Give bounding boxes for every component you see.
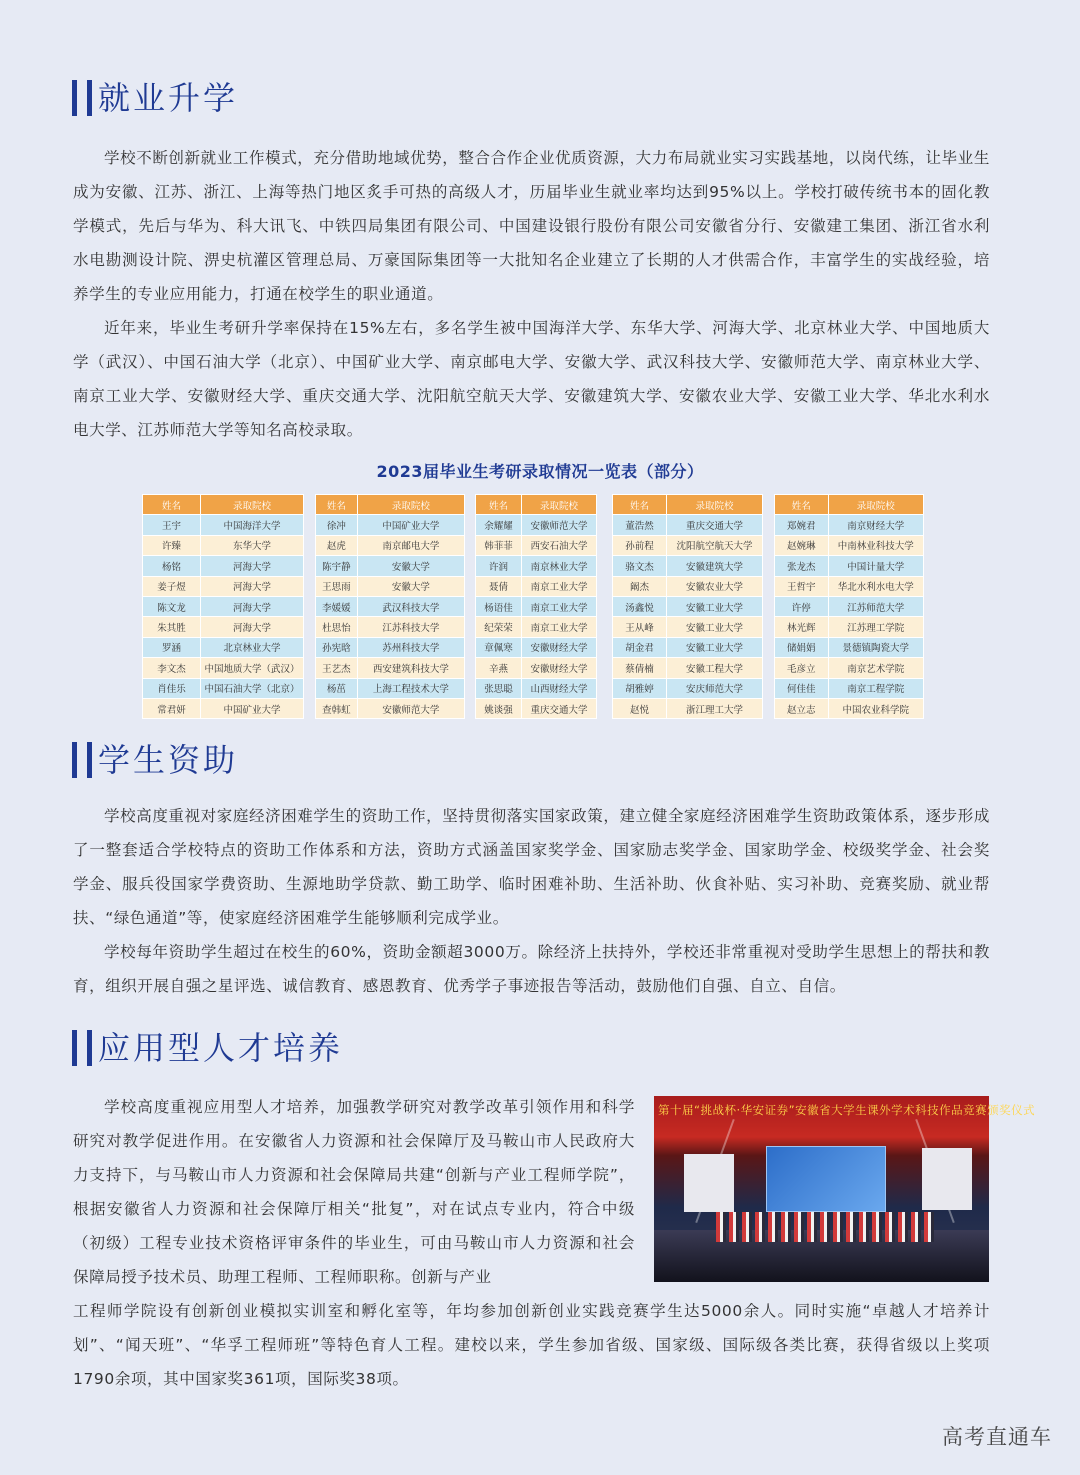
admitted-school: 江苏理工学院 [828,617,923,637]
section-heading-talent [72,1030,343,1066]
table-row [143,637,304,657]
student-name: 查韩虹 [316,698,358,718]
employment-text [73,141,990,447]
admitted-school: 安徽工程大学 [667,658,763,678]
award-winners [716,1212,936,1242]
employment-paragraph-1: 学校不断创新就业工作模式，充分借助地域优势，整合合作企业优质资源，大力布局就业实习实践基地，以岗代练，让毕业生成为安徽、江苏、浙江、上海等热门地区炙手可热的高级人才，历届毕业生就业率均达到95%以上。学校打破传统书本的固化教学模式，先后与华为、科大讯飞、中铁四局集团有限公司、中国建设银行股份有限公司安徽省分行、安徽建工集团、浙江省水利水电勘测设计院、淠史杭灌区管理总局、万豪国际集团等一大批知名企业建立了长期的人才供需合作，丰富学生的实战经验，培养学生的专业应用能力，打通在校学生的职业通道。 [73,149,990,303]
aid-text [73,799,990,1003]
admitted-school: 南京工业大学 [521,596,596,616]
table-row [775,515,924,535]
table-row [476,556,597,576]
employment-paragraph-2: 近年来，毕业生考研升学率保持在15%左右，多名学生被中国海洋大学、东华大学、河海大学、北京林业大学、中国地质大学（武汉）、中国石油大学（北京）、中国矿业大学、南京邮电大学、安徽大学、武汉科技大学、安徽师范大学、南京林业大学、南京工业大学、安徽财经大学、重庆交通大学、沈阳航空航天大学、安徽建筑大学、安徽农业大学、安徽工业大学、华北水利水电大学、江苏师范大学等知名高校录取。 [73,319,990,439]
student-name: 蔡倩楠 [613,658,667,678]
section-title: 就业升学 [98,79,239,117]
admitted-school: 南京艺术学院 [828,658,923,678]
aid-paragraph-2: 学校每年资助学生超过在校生的60%，资助金额超3000万。除经济上扶持外，学校还非常重视对受助学生思想上的帮扶和教育，组织开展自强之星评选、诚信教育、感恩教育、优秀学子事迹报告等活动，鼓励他们自强、自立、自信。 [73,943,990,995]
table-row [775,698,924,718]
student-name: 毛彦立 [775,658,829,678]
student-name: 余耀耀 [476,515,522,535]
student-name: 赵虎 [316,535,358,555]
table-row [613,596,763,616]
table-row [476,617,597,637]
award-ceremony-photo [654,1096,1036,1282]
student-name: 杨语佳 [476,596,522,616]
admitted-school: 安庆师范大学 [667,678,763,698]
side-board-right [922,1148,972,1210]
talent-paragraph-1b: 工程师学院设有创新创业模拟实训室和孵化室等，年均参加创新创业实践竞赛学生达5000余人。同时实施“卓越人才培养计划”、“闻天班”、“华孚工程师班”等特色育人工程。建校以来，学生参加省级、国家级、国际级各类比赛，获得省级以上奖项1790余项，其中国家奖361项，国际奖38项。 [73,1302,990,1388]
admitted-school: 山西财经大学 [521,678,596,698]
student-name: 骆文杰 [613,556,667,576]
student-name: 聂倩 [476,576,522,596]
table-row [613,617,763,637]
admitted-school: 中国矿业大学 [357,515,464,535]
student-name: 董浩然 [613,515,667,535]
table-row [316,535,465,555]
section-heading-employment [72,80,238,116]
heading-bar-icon [72,1030,77,1066]
student-name: 李媛媛 [316,596,358,616]
student-name: 孙宪晗 [316,637,358,657]
table-row [613,678,763,698]
admitted-school: 北京林业大学 [200,637,303,657]
table-row [143,658,304,678]
table-row [613,535,763,555]
admitted-school: 河海大学 [200,556,303,576]
admitted-school: 安徽大学 [357,556,464,576]
student-name: 赵悦 [613,698,667,718]
student-name: 张龙杰 [775,556,829,576]
admitted-school: 安徽农业大学 [667,576,763,596]
table-row [613,515,763,535]
column-header-school: 录取院校 [521,495,596,515]
admitted-school: 中国海洋大学 [200,515,303,535]
admitted-school: 东华大学 [200,535,303,555]
admitted-school: 安徽财经大学 [521,658,596,678]
column-header-name: 姓名 [476,495,522,515]
admitted-school: 重庆交通大学 [521,698,596,718]
admitted-school: 南京邮电大学 [357,535,464,555]
student-name: 汤鑫悦 [613,596,667,616]
admitted-school: 武汉科技大学 [357,596,464,616]
table-row [476,515,597,535]
student-name: 赵立志 [775,698,829,718]
section-heading-aid [72,742,238,778]
table-row [775,556,924,576]
student-name: 王宇 [143,515,201,535]
admission-table [142,494,304,719]
table-header-row [613,495,763,515]
student-name: 朱其胜 [143,617,201,637]
table-row [613,698,763,718]
student-name: 陈宇静 [316,556,358,576]
student-name: 纪荣荣 [476,617,522,637]
talent-paragraph-1a: 学校高度重视应用型人才培养，加强教学研究对教学改革引领作用和科学研究对教学促进作用。在安徽省人力资源和社会保障厅及马鞍山市人民政府大力支持下，与马鞍山市人力资源和社会保障局共建“创新与产业工程师学院”，根据安徽省人力资源和社会保障厅相关“批复”，对在试点专业内，符合中级（初级）工程专业技术资格评审条件的毕业生，可由马鞍山市人力资源和社会保障局授予技术员、助理工程师、工程师职称。创新与产业 [73,1098,635,1286]
admitted-school: 中国石油大学（北京） [200,678,303,698]
student-name: 阚杰 [613,576,667,596]
student-name: 杜思怡 [316,617,358,637]
table-row [476,678,597,698]
admitted-school: 南京工程学院 [828,678,923,698]
student-name: 王思雨 [316,576,358,596]
talent-text-full [73,1294,990,1396]
admission-table-4 [612,494,763,716]
admitted-school: 河海大学 [200,617,303,637]
admission-table-title: 2023届毕业生考研录取情况一览表（部分） [376,462,704,481]
admission-table-1 [142,494,304,716]
student-name: 胡雅婷 [613,678,667,698]
admitted-school: 安徽工业大学 [667,637,763,657]
section-title: 学生资助 [98,741,239,779]
table-row [476,637,597,657]
table-row [613,576,763,596]
student-name: 李文杰 [143,658,201,678]
table-row [316,637,465,657]
student-name: 姜子煜 [143,576,201,596]
admission-table [315,494,465,719]
admitted-school: 西安石油大学 [521,535,596,555]
admission-table-2 [315,494,465,716]
table-row [476,698,597,718]
table-row [143,556,304,576]
table-row [775,617,924,637]
admitted-school: 中国农业科学院 [828,698,923,718]
table-row [775,576,924,596]
admitted-school: 安徽建筑大学 [667,556,763,576]
table-row [316,698,465,718]
student-name: 孙前程 [613,535,667,555]
column-header-name: 姓名 [613,495,667,515]
student-name: 许停 [775,596,829,616]
table-row [476,576,597,596]
table-row [775,535,924,555]
stage-screen [766,1146,886,1212]
admitted-school: 苏州科技大学 [357,637,464,657]
heading-bar-icon [72,80,77,116]
student-name: 杨铭 [143,556,201,576]
table-row [143,698,304,718]
student-name: 杨茁 [316,678,358,698]
student-name: 王哲宇 [775,576,829,596]
table-row [316,576,465,596]
admitted-school: 景德镇陶瓷大学 [828,637,923,657]
student-name: 辛燕 [476,658,522,678]
section-title: 应用型人才培养 [98,1029,344,1067]
heading-bar-icon [72,742,77,778]
table-row [316,596,465,616]
table-row [316,515,465,535]
student-name: 章佩寒 [476,637,522,657]
student-name: 王从峰 [613,617,667,637]
admitted-school: 中南林业科技大学 [828,535,923,555]
table-row [316,678,465,698]
student-name: 何佳佳 [775,678,829,698]
student-name: 许臻 [143,535,201,555]
column-header-school: 录取院校 [357,495,464,515]
table-header-row [143,495,304,515]
table-row [775,596,924,616]
table-row [476,535,597,555]
table-row [775,637,924,657]
admission-table-5 [774,494,924,716]
admitted-school: 江苏师范大学 [828,596,923,616]
admitted-school: 沈阳航空航天大学 [667,535,763,555]
heading-bar-icon [87,1030,92,1066]
table-row [613,637,763,657]
admitted-school: 安徽工业大学 [667,596,763,616]
table-row [316,658,465,678]
heading-bar-icon [87,742,92,778]
student-name: 肖佳乐 [143,678,201,698]
admitted-school: 重庆交通大学 [667,515,763,535]
admitted-school: 中国矿业大学 [200,698,303,718]
admitted-school: 中国计量大学 [828,556,923,576]
table-row [476,596,597,616]
admitted-school: 上海工程技术大学 [357,678,464,698]
student-name: 郑婉君 [775,515,829,535]
admitted-school: 西安建筑科技大学 [357,658,464,678]
table-row [143,596,304,616]
table-header-row [775,495,924,515]
talent-text-left [73,1090,635,1294]
student-name: 王艺杰 [316,658,358,678]
column-header-name: 姓名 [316,495,358,515]
table-row [476,658,597,678]
student-name: 林光辉 [775,617,829,637]
table-row [775,678,924,698]
admission-tables [142,494,924,716]
student-name: 胡金君 [613,637,667,657]
table-row [143,535,304,555]
column-header-name: 姓名 [143,495,201,515]
admission-table-3 [475,494,597,716]
admission-table [774,494,924,719]
admitted-school: 安徽工业大学 [667,617,763,637]
admitted-school: 安徽财经大学 [521,637,596,657]
student-name: 徐冲 [316,515,358,535]
student-name: 韩菲菲 [476,535,522,555]
table-row [143,576,304,596]
column-header-school: 录取院校 [828,495,923,515]
admitted-school: 河海大学 [200,576,303,596]
student-name: 常君妍 [143,698,201,718]
table-row [143,617,304,637]
column-header-school: 录取院校 [667,495,763,515]
admitted-school: 河海大学 [200,596,303,616]
admission-table [475,494,597,719]
admission-table [612,494,763,719]
photo-banner-text: 第十届“挑战杯·华安证券”安徽省大学生课外学术科技作品竞赛颁奖仪式 [658,1103,1036,1117]
admitted-school: 安徽大学 [357,576,464,596]
table-header-row [316,495,465,515]
table-row [775,658,924,678]
admitted-school: 浙江理工大学 [667,698,763,718]
table-row [316,556,465,576]
table-row [143,678,304,698]
student-name: 罗涵 [143,637,201,657]
watermark: 高考直通车 [942,1425,1052,1449]
student-name: 许润 [476,556,522,576]
heading-bar-icon [87,80,92,116]
student-name: 姚谈强 [476,698,522,718]
column-header-name: 姓名 [775,495,829,515]
admitted-school: 安徽师范大学 [357,698,464,718]
table-row [613,658,763,678]
aid-paragraph-1: 学校高度重视对家庭经济困难学生的资助工作，坚持贯彻落实国家政策，建立健全家庭经济困难学生资助政策体系，逐步形成了一整套适合学校特点的资助工作体系和方法，资助方式涵盖国家奖学金、国家励志奖学金、国家助学金、校级奖学金、社会奖学金、服兵役国家学费资助、生源地助学贷款、勤工助学、临时困难补助、生活补助、伙食补贴、实习补助、竞赛奖励、就业帮扶、“绿色通道”等，使家庭经济困难学生能够顺利完成学业。 [73,807,990,927]
admitted-school: 华北水利水电大学 [828,576,923,596]
admitted-school: 安徽师范大学 [521,515,596,535]
admitted-school: 南京工业大学 [521,617,596,637]
student-name: 陈文龙 [143,596,201,616]
admitted-school: 江苏科技大学 [357,617,464,637]
table-row [613,556,763,576]
table-header-row [476,495,597,515]
admitted-school: 南京工业大学 [521,576,596,596]
admitted-school: 中国地质大学（武汉） [200,658,303,678]
student-name: 储娟娟 [775,637,829,657]
column-header-school: 录取院校 [200,495,303,515]
admitted-school: 南京财经大学 [828,515,923,535]
side-board-left [684,1154,734,1212]
student-name: 赵婉琳 [775,535,829,555]
admitted-school: 南京林业大学 [521,556,596,576]
student-name: 张思聪 [476,678,522,698]
table-row [143,515,304,535]
table-row [316,617,465,637]
